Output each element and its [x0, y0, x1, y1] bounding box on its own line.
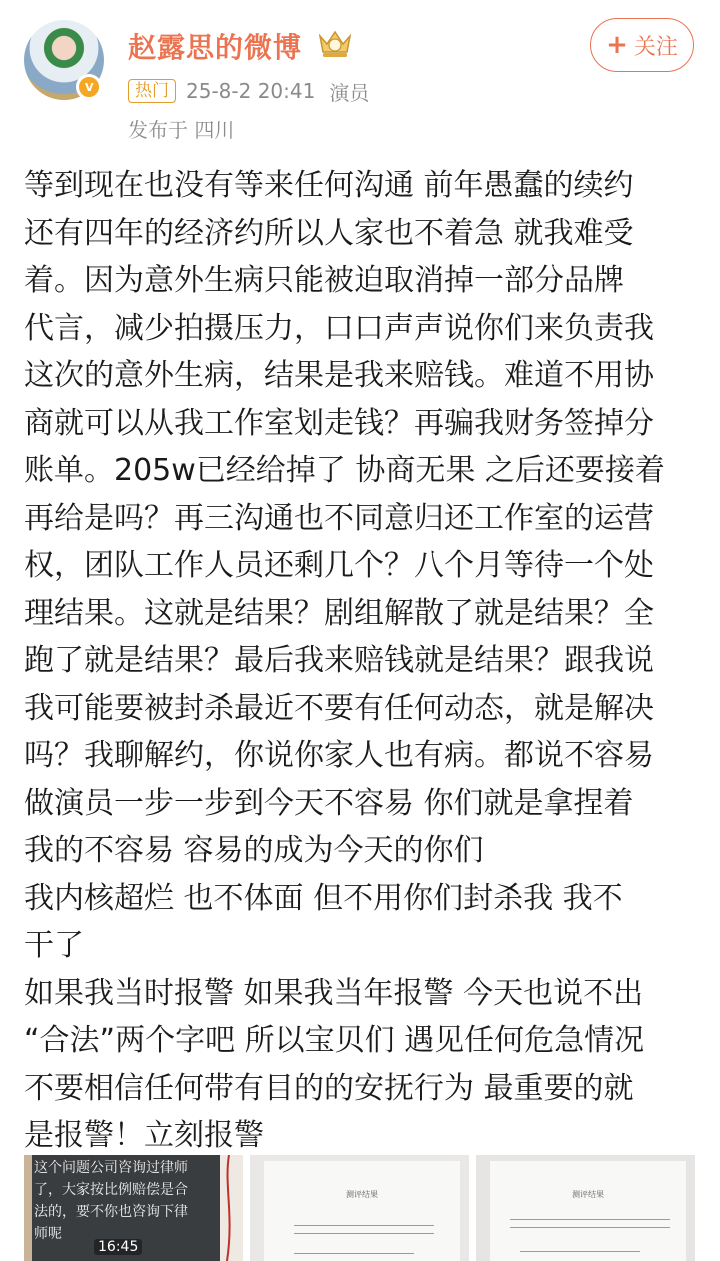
verified-badge-icon	[76, 74, 102, 100]
post-line: 我可能要被封杀最近不要有任何动态，就是解决	[24, 690, 654, 726]
chat-line: 师呢	[34, 1226, 62, 1242]
post-line: 不要相信任何带有目的的安抚行为 最重要的就	[24, 1070, 634, 1106]
post-line: 还有四年的经济约所以人家也不着急 就我难受	[24, 215, 634, 251]
post-line: 权，团队工作人员还剩几个？八个月等待一个处	[24, 548, 654, 583]
post-line: 账单。205w已经给掉了 协商无果 之后还要接着	[24, 453, 665, 488]
follow-label: 关注	[633, 34, 678, 60]
chat-message	[34, 1157, 224, 1245]
document-rule	[294, 1225, 434, 1226]
hot-badge: 热门	[128, 79, 176, 103]
post-line: 商就可以从我工作室划走钱？再骗我财务签掉分	[24, 405, 654, 441]
post-line: “合法”两个字吧 所以宝贝们 遇见任何危急情况	[24, 1023, 645, 1058]
post-line: 着。因为意外生病只能被迫取消掉一部分品牌	[24, 263, 624, 298]
post-line: 如果我当时报警 如果我当年报警 今天也说不出	[24, 975, 644, 1011]
follow-button[interactable]	[590, 18, 694, 72]
post-line: 干了	[24, 928, 84, 963]
image-thumbnail-document[interactable]	[250, 1155, 469, 1261]
post-line: 我的不容易 容易的成为今天的你们	[24, 833, 484, 868]
document-rule	[520, 1251, 640, 1252]
post-location: 发布于 四川	[128, 118, 235, 142]
plus-icon: +	[606, 30, 628, 60]
chat-line: 了，大家按比例赔偿是合	[34, 1182, 188, 1198]
post-line: 吗？我聊解约，你说你家人也有病。都说不容易	[24, 738, 654, 773]
image-thumbnail-chat[interactable]	[24, 1155, 243, 1261]
document-rule	[510, 1227, 670, 1228]
post-timestamp: 25-8-2 20:41	[186, 79, 316, 103]
chat-timestamp: 16:45	[94, 1239, 142, 1255]
user-role: 演员	[329, 80, 370, 105]
document-paper	[264, 1161, 460, 1261]
document-title: 测评结果	[572, 1190, 604, 1199]
post-meta	[128, 76, 369, 106]
chat-line: 这个问题公司咨询过律师	[34, 1160, 188, 1176]
image-grid	[24, 1155, 696, 1261]
username[interactable]: 赵露思的微博	[128, 31, 303, 64]
post-text	[24, 162, 704, 1160]
post-line: 这次的意外生病，结果是我来赔钱。难道不用协	[24, 358, 654, 393]
post-line: 做演员一步一步到今天不容易 你们就是拿捏着	[24, 785, 634, 821]
document-rule	[294, 1233, 434, 1234]
document-title: 测评结果	[346, 1190, 378, 1199]
post-line: 等到现在也没有等来任何沟通 前年愚蠢的续约	[24, 168, 634, 203]
image-thumbnail-document[interactable]	[476, 1155, 695, 1261]
post-line: 代言，减少拍摄压力，口口声声说你们来负责我	[24, 310, 654, 346]
svg-text:V: V	[85, 81, 94, 94]
post-line: 跑了就是结果？最后我来赔钱就是结果？跟我说	[24, 643, 654, 678]
post-line: 我内核超烂 也不体面 但不用你们封杀我 我不	[24, 880, 623, 916]
post-line: 再给是吗？再三沟通也不同意归还工作室的运营	[24, 500, 654, 536]
document-paper	[490, 1161, 686, 1261]
post-line: 是报警！立刻报警	[24, 1118, 264, 1153]
vip-crown-icon	[316, 26, 354, 60]
post-header	[0, 0, 720, 150]
document-rule	[294, 1253, 414, 1254]
chat-line: 法的，要不你也咨询下律	[34, 1204, 188, 1220]
document-rule	[510, 1219, 670, 1220]
post-line: 理结果。这就是结果？剧组解散了就是结果？全	[24, 595, 654, 631]
